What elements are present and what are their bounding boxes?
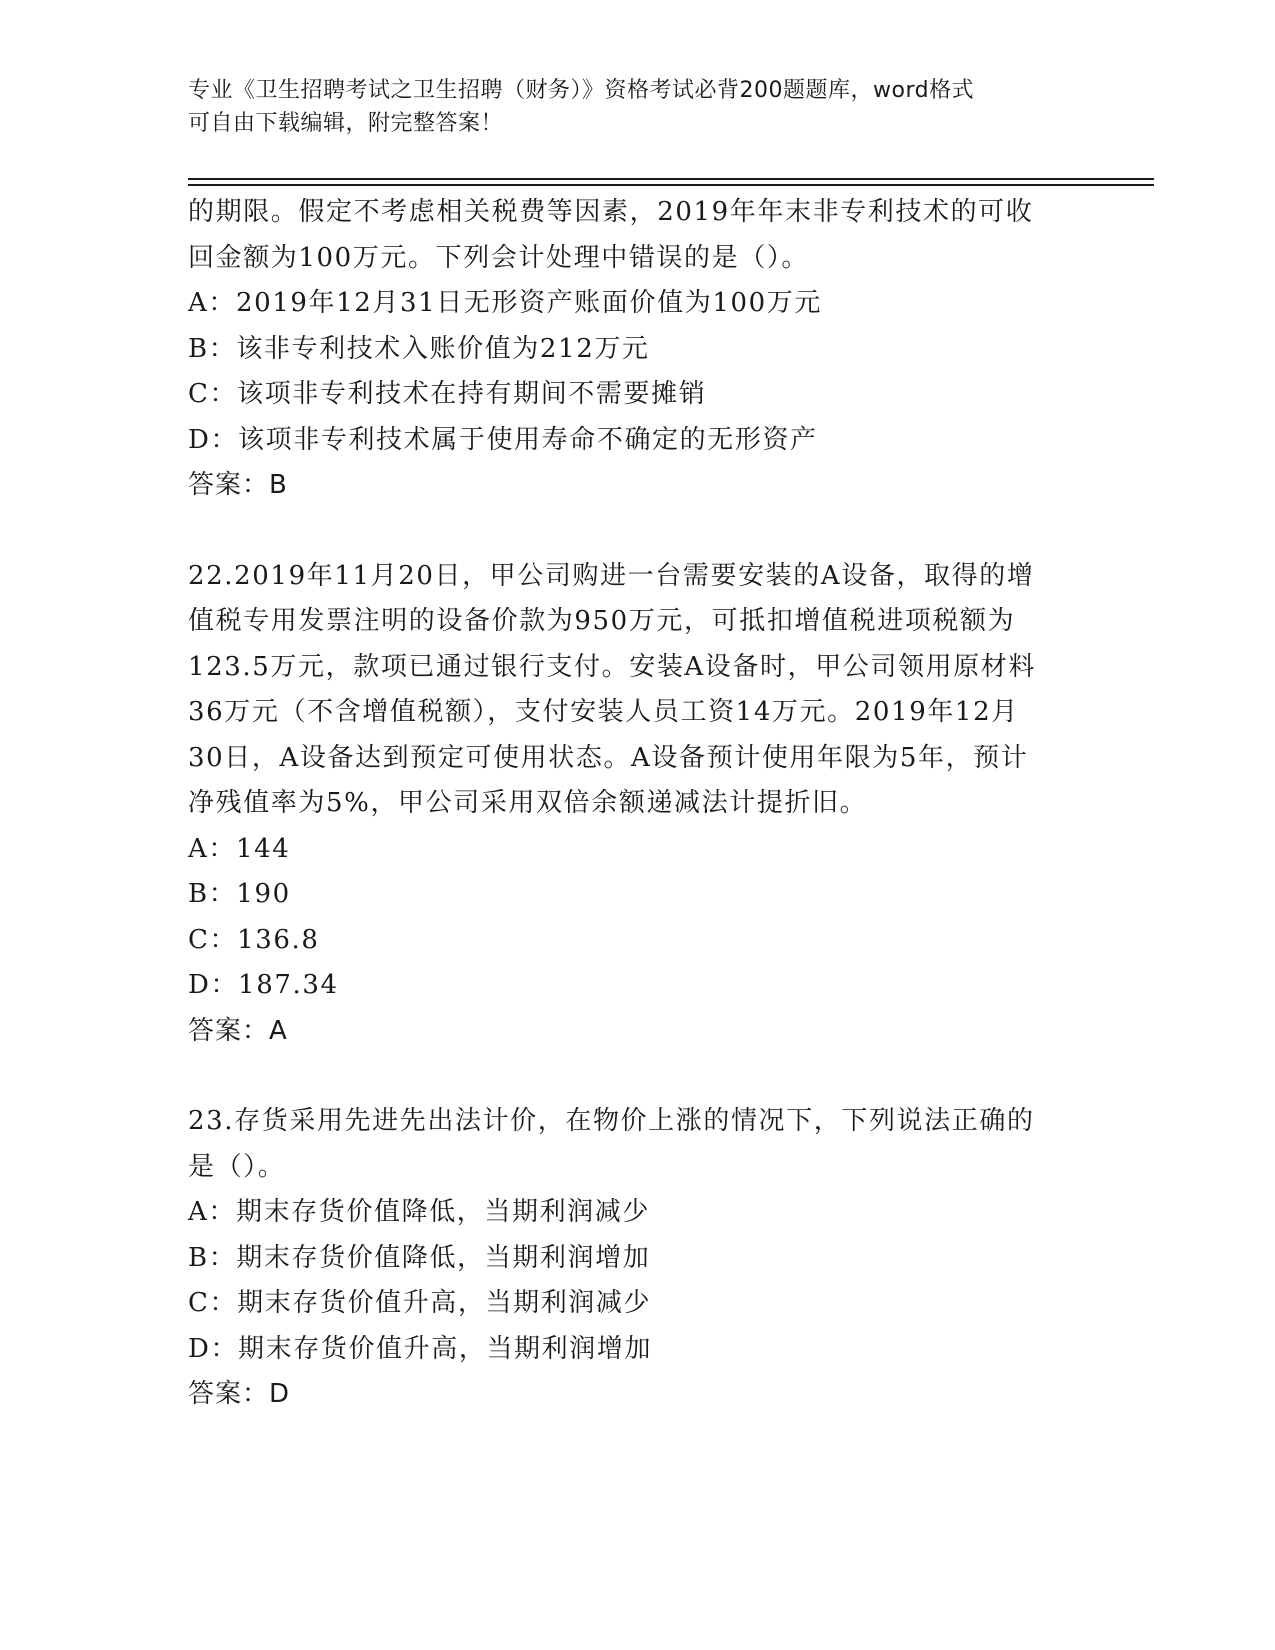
answer-line: 答案：B	[188, 470, 288, 500]
option-a: A：期末存货价值降低，当期利润减少	[188, 1197, 650, 1227]
answer-line: 答案：A	[188, 1015, 288, 1046]
question-stem-line: 123.5万元，款项已通过银行支付。安装A设备时，甲公司领用原材料	[188, 651, 1037, 682]
header-divider-top	[188, 178, 1154, 180]
option-b: B：190	[188, 879, 291, 909]
question-stem-line: 回金额为100万元。下列会计处理中错误的是（）。	[188, 242, 810, 273]
header-divider-bottom	[188, 184, 1154, 186]
option-d: D：该项非专利技术属于使用寿命不确定的无形资产	[188, 424, 818, 455]
question-23	[188, 1099, 1088, 1418]
option-a: A：2019年12月31日无形资产账面价值为100万元	[188, 288, 822, 318]
question-stem-line: 值税专用发票注明的设备价款为950万元，可抵扣增值税进项税额为	[188, 606, 1016, 636]
answer-line: 答案：D	[188, 1379, 291, 1409]
question-21	[188, 190, 1088, 509]
option-b: B：该非专利技术入账价值为212万元	[188, 333, 650, 364]
option-b: B：期末存货价值降低，当期利润增加	[188, 1242, 651, 1273]
question-stem-line: 的期限。假定不考虑相关税费等因素，2019年年末非专利技术的可收	[188, 197, 1034, 227]
header-title-line-1: 专业《卫生招聘考试之卫生招聘（财务）》资格考试必背200题题库，word格式	[188, 78, 975, 103]
option-a: A：144	[188, 833, 291, 864]
option-d: D：期末存货价值升高，当期利润增加	[188, 1333, 653, 1364]
question-stem-line: 36万元（不含增值税额），支付安装人员工资14万元。2019年12月	[188, 697, 1019, 727]
option-c: C：期末存货价值升高，当期利润减少	[188, 1288, 652, 1318]
option-d: D：187.34	[188, 970, 339, 1000]
document-body	[188, 190, 1088, 1418]
document-header	[188, 74, 1088, 140]
question-stem-line: 22.2019年11月20日，甲公司购进一台需要安装的A设备，取得的增	[188, 560, 1035, 591]
question-stem-line: 净残值率为5%，甲公司采用双倍余额递减法计提折旧。	[188, 788, 868, 818]
option-c: C：该项非专利技术在持有期间不需要摊销	[188, 379, 707, 409]
question-stem-line: 23.存货采用先进先出法计价，在物价上涨的情况下，下列说法正确的	[188, 1106, 1035, 1136]
question-stem-line: 30日，A设备达到预定可使用状态。A设备预计使用年限为5年，预计	[188, 742, 1029, 773]
question-stem-line: 是（）。	[188, 1151, 286, 1182]
header-title-line-2: 可自由下载编辑，附完整答案！	[188, 111, 504, 136]
question-22	[188, 554, 1088, 1055]
option-c: C：136.8	[188, 924, 320, 955]
